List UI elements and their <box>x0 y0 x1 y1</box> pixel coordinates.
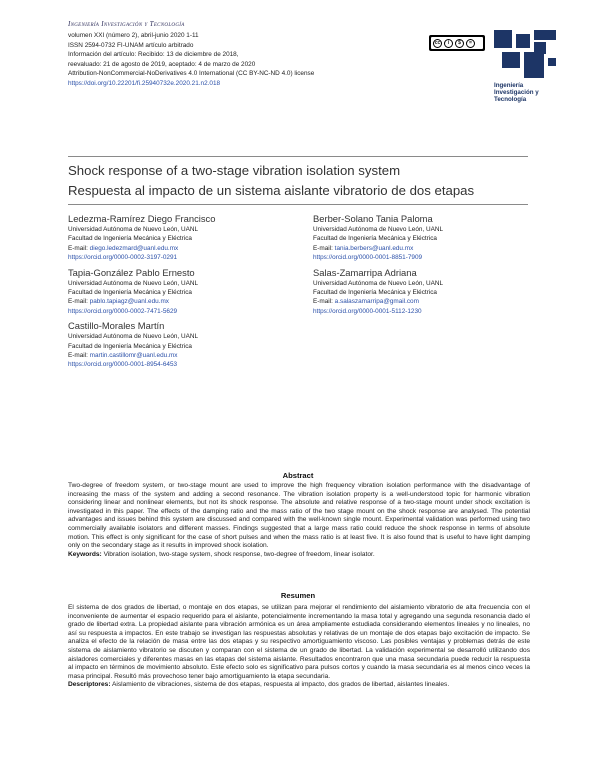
journal-logo-icon <box>494 30 556 80</box>
received-line: Información del artículo: Recibido: 13 de diciembre de 2018, <box>68 51 239 59</box>
issn-line: ISSN 2594-0732 FI-UNAM artículo arbitrado <box>68 41 194 49</box>
author-email[interactable]: pablo.tapiagz@uanl.edu.mx <box>89 298 169 306</box>
logo-label-line: Tecnología <box>494 96 527 104</box>
author-orcid[interactable]: https://orcid.org/0000-0001-5112-1230 <box>313 307 422 315</box>
author-orcid[interactable]: https://orcid.org/0000-0001-8851-7909 <box>313 254 423 262</box>
author-name: Ledezma-Ramírez Diego Francisco <box>68 213 216 224</box>
nc-icon: $ <box>455 39 464 48</box>
author-block <box>68 320 298 370</box>
descriptores-text: Aislamiento de vibraciones, sistema de dos etapas, respuesta al impacto, dos grados de libertad, aislantes lineales. <box>111 681 450 689</box>
author-email[interactable]: a.salaszamarripa@gmail.com <box>334 298 419 306</box>
nd-icon: = <box>466 39 475 48</box>
resumen-body <box>68 604 530 690</box>
author-name: Tapia-González Pablo Ernesto <box>68 266 195 278</box>
abstract-body <box>68 482 530 559</box>
author-email[interactable]: diego.ledezmard@uanl.edu.mx <box>89 244 179 252</box>
doi-link[interactable]: https://doi.org/10.22201/fi.25940732e.2020.21.n2.018 <box>68 79 221 87</box>
cc-license-badge[interactable] <box>429 35 485 51</box>
author-block <box>68 267 298 317</box>
author-email-line <box>313 244 533 253</box>
authors-left-column <box>68 211 298 374</box>
author-name: Castillo-Morales Martín <box>68 320 165 332</box>
email-label: E-mail: <box>313 244 333 252</box>
authors-right-column <box>313 211 533 320</box>
email-label: E-mail: <box>68 352 88 360</box>
abstract-heading: Abstract <box>282 471 314 480</box>
author-institution: Universidad Autónoma de Nuevo León, UANL <box>313 279 444 287</box>
license-line: Attribution-NonCommercial-NoDerivatives 4.0 International (CC BY-NC-ND 4.0) license <box>68 70 315 78</box>
author-institution: Universidad Autónoma de Nuevo León, UANL <box>313 226 444 233</box>
abstract-text: Two-degree of freedom system, or two-stage mount are used to improve the high frequency vibration isolation performance with the disadvantage of increasing the mass of the system and adding a second resonance. The vibration isolation property is a well-understood topic for harmonic vibration considering linear and nonlinear elements, but not its shock response. The absolute and relative response of a two-stage mount under shock excitation is investigated in this paper. The effects of the damping ratio and the mass ratio of the two stage mount on the shock response are analysed. The potential advantages and issues behind this system are discussed and compared with the well-known single mount. Experimental validation was performed using two commercially available isolators and different masses. Findings suggested that a large mass ratio could reduce the shock response in terms of absolute motion. This effect is only significant for the case of short pulses and when the mass ratio is at least five. It is also found that is useful to have light damping only on the secondary stage as it results in improved shock isolation. <box>68 482 530 550</box>
author-block <box>313 213 533 263</box>
author-orcid[interactable]: https://orcid.org/0000-0002-7471-5629 <box>68 307 178 315</box>
article-metadata <box>68 31 428 89</box>
author-block <box>313 267 533 317</box>
author-email-line <box>68 297 298 306</box>
author-name: Salas-Zamarripa Adriana <box>313 266 417 278</box>
author-faculty: Facultad de Ingeniería Mecánica y Eléctrica <box>313 235 437 243</box>
author-block <box>68 213 298 263</box>
author-orcid[interactable]: https://orcid.org/0000-0002-3197-0291 <box>68 254 178 262</box>
volume-line: volumen XXI (número 2), abril-junio 2020 1-11 <box>68 32 199 39</box>
title-spanish: Respuesta al impacto de un sistema aislante vibratorio de dos etapas <box>68 183 475 198</box>
author-faculty: Facultad de Ingeniería Mecánica y Eléctrica <box>68 235 192 243</box>
logo-label-line: Ingeniería <box>494 82 524 89</box>
title-english: Shock response of a two-stage vibration isolation system <box>68 163 401 178</box>
title-bottom-rule <box>68 204 528 205</box>
author-email-line <box>68 244 298 253</box>
author-name: Berber-Solano Tania Paloma <box>313 213 433 224</box>
cc-icon: cc <box>434 39 441 46</box>
author-institution: Universidad Autónoma de Nuevo León, UANL <box>68 279 199 287</box>
resumen-text: El sistema de dos grados de libertad, o montaje en dos etapas, se utilizan para mejorar el rendimiento del aislamiento vibratorio de alta frecuencia con el inconveniente de aumentar el espacio requerido para el aislante, potencialmente incrementando la masa total y agregando una segunda resonancia dado el grado de libertad extra. La propiedad aislante para vibración armónica es un área ampliamente estudiada considerando elementos lineales y no lineales, no así su respuesta a impactos. En este trabajo se investigan las respuestas absolutas y relativas de un montaje de dos etapas bajo excitación de impacto. Se analiza el efecto de la relación de masa entre las dos etapas y su respectivo amortiguamiento viscoso. Las posibles ventajas y problemas detrás de este sistema de aislamiento vibratorio se discuten y comparan con el sistema de un grado de libertad. La validación experimental se desarrolló utilizando dos aisladores comerciales y diferentes masas en las etapas del sistema aislante. Resultados encontraron que una masa secundaria puede reducir la respuesta al impacto en términos de movimiento absoluto. Este efecto solo es significativo para pulsos cortos y cuando la masa secundaria es al menos cinco veces la masa principal. Resultó más provechoso tener bajo amortiguamiento la etapa secundaria. <box>68 604 530 680</box>
email-label: E-mail: <box>68 298 88 306</box>
keywords-label: Keywords: <box>68 550 102 558</box>
logo-label-line: Investigación y <box>494 89 539 97</box>
author-faculty: Facultad de Ingeniería Mecánica y Eléctrica <box>68 289 192 297</box>
email-label: E-mail: <box>68 244 88 252</box>
author-faculty: Facultad de Ingeniería Mecánica y Eléctrica <box>313 289 437 297</box>
title-top-rule <box>68 156 528 157</box>
by-icon: i <box>444 39 453 48</box>
email-label: E-mail: <box>313 298 333 306</box>
author-faculty: Facultad de Ingeniería Mecánica y Eléctrica <box>68 342 192 350</box>
author-email-line <box>68 351 298 360</box>
descriptores-label: Descriptores: <box>68 681 111 689</box>
author-email[interactable]: martin.castillomr@uanl.edu.mx <box>89 352 178 360</box>
reviewed-line: reevaluado: 21 de agosto de 2019, aceptado: 4 de marzo de 2020 <box>68 60 256 68</box>
author-orcid[interactable]: https://orcid.org/0000-0001-8954-6453 <box>68 361 178 369</box>
author-email-line <box>313 297 533 306</box>
keywords-text: Vibration isolation, two-stage system, shock response, two-degree of freedom, linear isolator. <box>103 550 375 558</box>
author-institution: Universidad Autónoma de Nuevo León, UANL <box>68 226 199 233</box>
resumen-heading: Resumen <box>280 591 316 600</box>
journal-name: Ingeniería Investigación y Tecnología <box>68 20 185 28</box>
author-email[interactable]: tania.berbers@uanl.edu.mx <box>334 244 414 252</box>
author-institution: Universidad Autónoma de Nuevo León, UANL <box>68 333 199 341</box>
logo-label <box>494 82 539 104</box>
